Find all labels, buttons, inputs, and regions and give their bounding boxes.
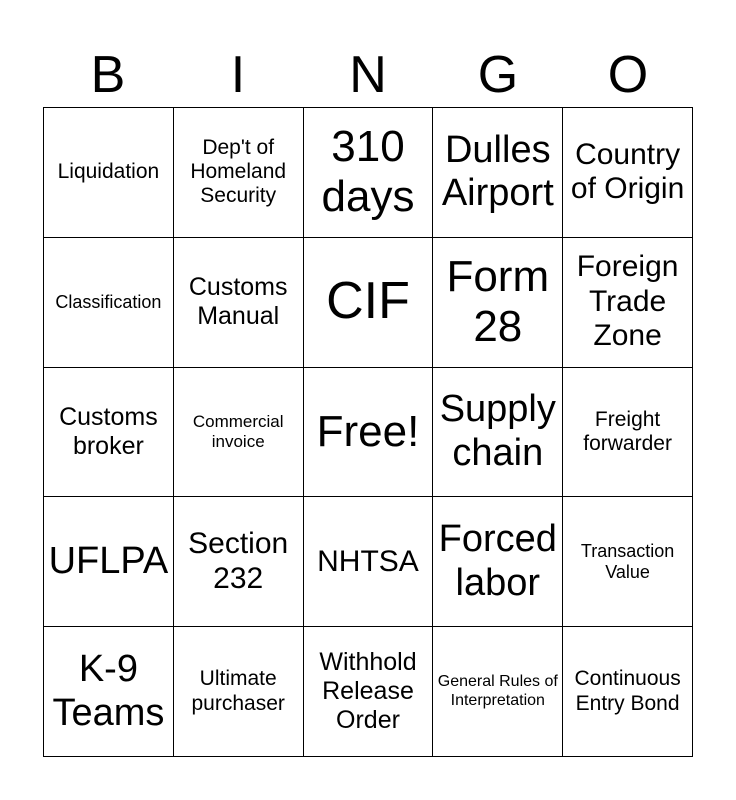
bingo-cell[interactable]: Commercial invoice	[174, 368, 304, 498]
header-letter-o: O	[607, 46, 649, 104]
bingo-cell[interactable]: Forced labor	[433, 497, 563, 627]
bingo-cell[interactable]: Customs broker	[44, 368, 174, 498]
header-letter-b: B	[90, 46, 126, 104]
bingo-cell[interactable]: Ultimate purchaser	[174, 627, 304, 757]
bingo-cell[interactable]: Country of Origin	[563, 108, 693, 238]
header-letter-n: N	[349, 46, 387, 104]
bingo-cell[interactable]: Withhold Release Order	[304, 627, 434, 757]
bingo-header	[43, 44, 693, 106]
bingo-cell[interactable]: Free!	[304, 368, 434, 498]
bingo-cell[interactable]: K-9 Teams	[44, 627, 174, 757]
bingo-grid	[43, 107, 693, 757]
header-letter-i: I	[230, 46, 246, 104]
bingo-cell[interactable]: Supply chain	[433, 368, 563, 498]
bingo-cell[interactable]: Classification	[44, 238, 174, 368]
bingo-cell[interactable]: Foreign Trade Zone	[563, 238, 693, 368]
bingo-cell[interactable]: Transaction Value	[563, 497, 693, 627]
bingo-cell[interactable]: Freight forwarder	[563, 368, 693, 498]
bingo-cell[interactable]: General Rules of Interpretation	[433, 627, 563, 757]
bingo-cell[interactable]: Dulles Airport	[433, 108, 563, 238]
header-letter-g: G	[477, 46, 519, 104]
bingo-cell[interactable]: Continuous Entry Bond	[563, 627, 693, 757]
bingo-cell[interactable]: CIF	[304, 238, 434, 368]
bingo-cell[interactable]: Customs Manual	[174, 238, 304, 368]
bingo-cell[interactable]: Section 232	[174, 497, 304, 627]
bingo-cell[interactable]: NHTSA	[304, 497, 434, 627]
bingo-cell[interactable]: Form 28	[433, 238, 563, 368]
bingo-cell[interactable]: Dep't of Homeland Security	[174, 108, 304, 238]
bingo-cell[interactable]: Liquidation	[44, 108, 174, 238]
bingo-cell[interactable]: UFLPA	[44, 497, 174, 627]
bingo-cell[interactable]: 310 days	[304, 108, 434, 238]
